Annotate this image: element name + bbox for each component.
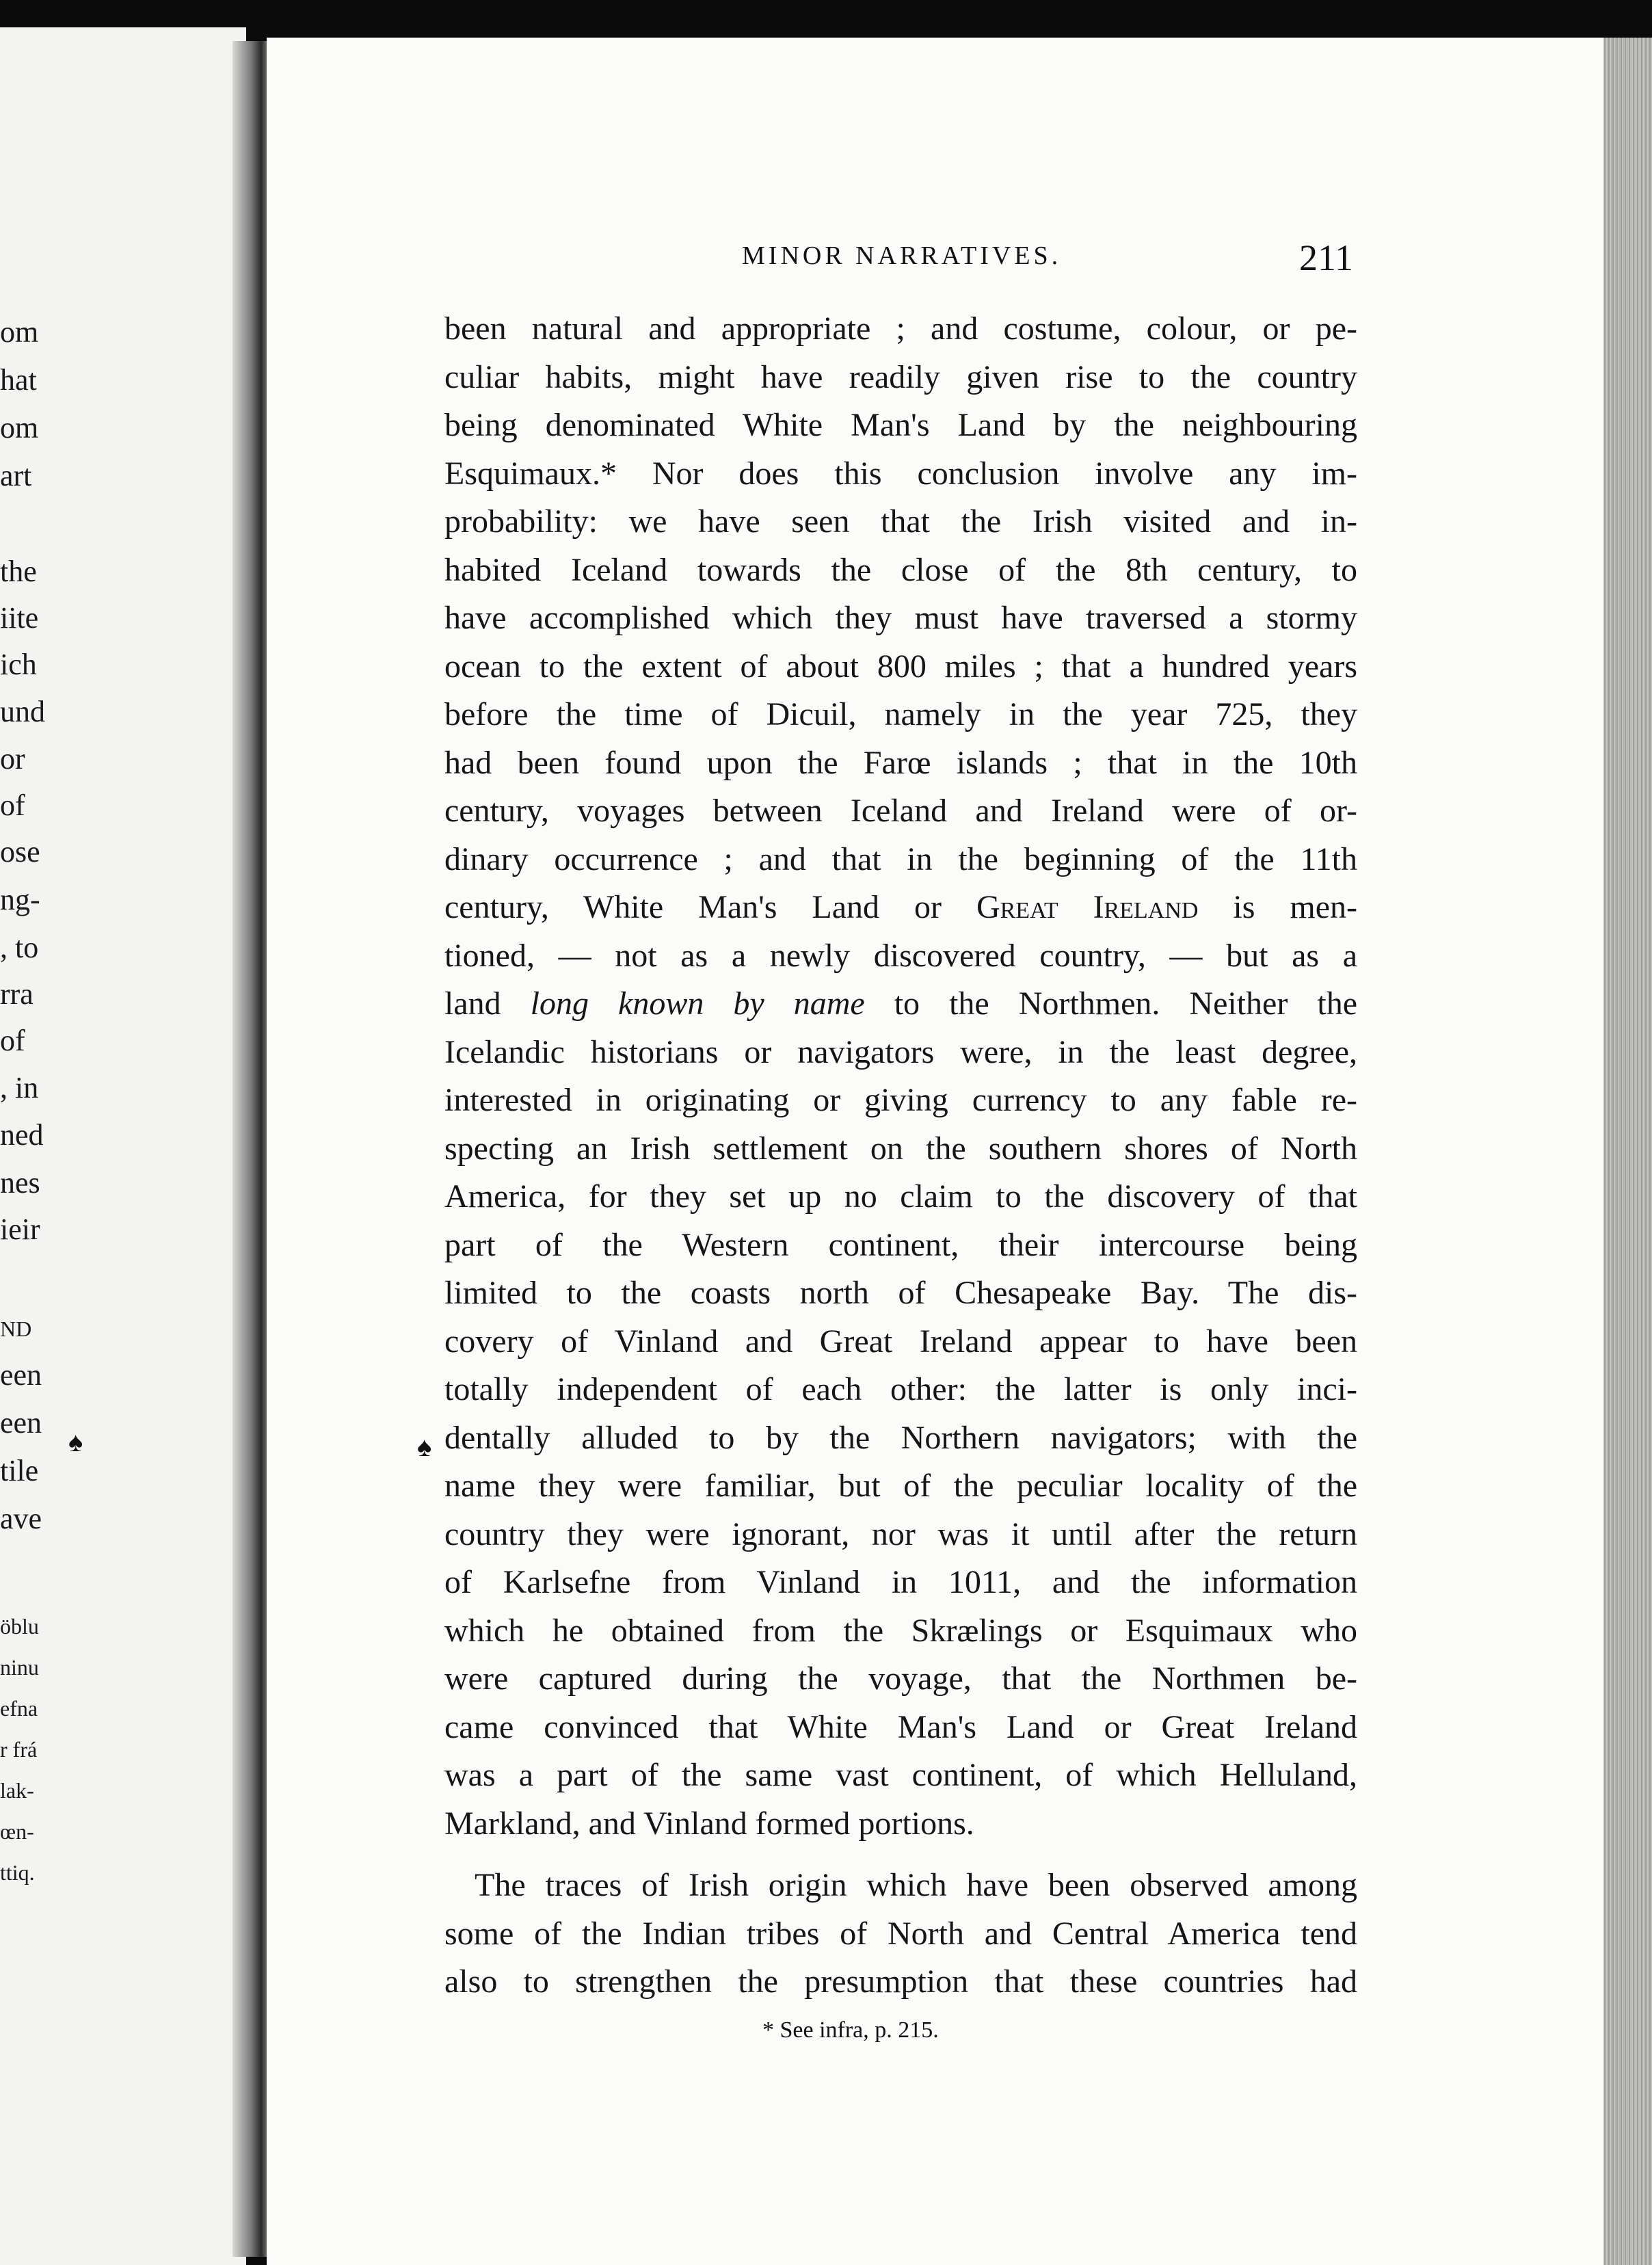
left-fragment: the (0, 555, 37, 588)
text-line (444, 884, 1357, 932)
left-fragment: ave (0, 1502, 42, 1535)
left-fragment: nes (0, 1166, 40, 1200)
left-fragment: , in (0, 1071, 39, 1104)
running-head: MINOR NARRATIVES. (742, 241, 1062, 270)
text-line: came convinced that White Man's Land or Great Ireland (444, 1708, 1357, 1745)
text-line: before the time of Dicuil, namely in the year 725, they (444, 696, 1357, 732)
left-fragment: art (0, 459, 32, 492)
text-line: had been found upon the Farœ islands ; that in the 10th (444, 744, 1357, 781)
body-text (444, 305, 1357, 2006)
text-line: Markland, and Vinland formed portions. (444, 1805, 974, 1842)
left-fragment: ned (0, 1118, 44, 1152)
text-line: were captured during the voyage, that the Northmen be- (444, 1660, 1357, 1697)
left-fragment: om (0, 411, 39, 445)
text-line: of Karlsefne from Vinland in 1011, and the information (444, 1564, 1357, 1600)
text-line: Esquimaux.* Nor does this conclusion involve any im- (444, 455, 1357, 492)
left-fragment: ieir (0, 1213, 40, 1246)
left-fragment: r frá (0, 1737, 38, 1762)
text-span: is men- (1233, 889, 1358, 925)
left-fragment: ng- (0, 883, 40, 916)
margin-mark-icon: ♠ (417, 1431, 432, 1462)
left-fragment: öblu (0, 1614, 39, 1639)
left-fragment: hat (0, 363, 37, 397)
left-fragment: rra (0, 977, 34, 1011)
small-caps-term: Great Ireland (976, 889, 1199, 925)
margin-mark-icon: ♠ (68, 1427, 83, 1457)
text-line: probability: we have seen that the Irish visited and in- (444, 503, 1357, 540)
left-fragment: ttiq. (0, 1860, 35, 1885)
text-line (444, 980, 1357, 1029)
left-fragment: om (0, 315, 39, 349)
text-line: have accomplished which they must have traversed a stormy (444, 600, 1357, 636)
text-line: also to strengthen the presumption that these countries had (444, 1963, 1357, 2000)
italic-phrase: long known by name (530, 985, 865, 1022)
left-fragment: iite (0, 601, 39, 635)
text-line: tioned, — not as a newly discovered country, — but as a (444, 937, 1357, 974)
text-line: name they were familiar, but of the peculiar locality of the (444, 1468, 1357, 1504)
left-fragment: ND (0, 1316, 32, 1341)
text-line: totally independent of each other: the latter is only inci- (444, 1371, 1357, 1407)
left-fragment: of (0, 789, 25, 822)
text-span: to the Northmen. Neither the (894, 985, 1358, 1022)
text-line: some of the Indian tribes of North and Central America tend (444, 1915, 1357, 1952)
left-page (0, 27, 246, 2265)
text-line: been natural and appropriate ; and costume, colour, or pe- (444, 310, 1357, 347)
left-fragment: ninu (0, 1655, 39, 1680)
text-line: culiar habits, might have readily given rise to the country (444, 358, 1357, 395)
text-line: part of the Western continent, their intercourse being (444, 1226, 1357, 1263)
text-line: interested in originating or giving currency to any fable re- (444, 1082, 1357, 1118)
left-fragment: of (0, 1024, 25, 1057)
left-fragment: œn- (0, 1819, 34, 1844)
text-line: The traces of Irish origin which have been observed among (475, 1867, 1357, 1903)
text-span: land (444, 985, 501, 1022)
left-fragment: een (0, 1406, 42, 1440)
text-line: country they were ignorant, nor was it until after the return (444, 1515, 1357, 1552)
left-fragment: und (0, 695, 45, 728)
text-line: America, for they set up no claim to the discovery of that (444, 1178, 1357, 1215)
text-line: dentally alluded to by the Northern navigators; with the (444, 1419, 1357, 1456)
text-line: Icelandic historians or navigators were, in the least degree, (444, 1033, 1357, 1070)
page-edge (1603, 38, 1652, 2265)
left-fragment: ich (0, 648, 37, 681)
text-line: specting an Irish settlement on the southern shores of North (444, 1130, 1357, 1167)
text-line: which he obtained from the Skrælings or Esquimaux who (444, 1612, 1357, 1649)
left-fragment: tile (0, 1454, 39, 1487)
text-line: century, voyages between Iceland and Ireland were of or- (444, 793, 1357, 829)
text-line: limited to the coasts north of Chesapeake Bay. The dis- (444, 1275, 1357, 1311)
text-line: dinary occurrence ; and that in the beginning of the 11th (444, 840, 1357, 877)
left-fragment: een (0, 1358, 42, 1392)
text-span: century, White Man's Land or (444, 889, 942, 925)
left-fragment: or (0, 742, 25, 776)
footnote: * See infra, p. 215. (762, 2017, 939, 2043)
text-line: habited Iceland towards the close of the 8th century, to (444, 551, 1357, 588)
left-fragment: ose (0, 835, 40, 869)
page-number: 211 (1299, 237, 1353, 278)
text-line: was a part of the same vast continent, of which Helluland, (444, 1757, 1357, 1793)
left-fragment: efna (0, 1696, 38, 1721)
left-fragment: , to (0, 931, 39, 964)
left-fragment: lak- (0, 1778, 34, 1803)
text-line: covery of Vinland and Great Ireland appear to have been (444, 1323, 1357, 1360)
text-line: ocean to the extent of about 800 miles ; that a hundred years (444, 648, 1357, 685)
text-line: being denominated White Man's Land by the neighbouring (444, 407, 1357, 443)
